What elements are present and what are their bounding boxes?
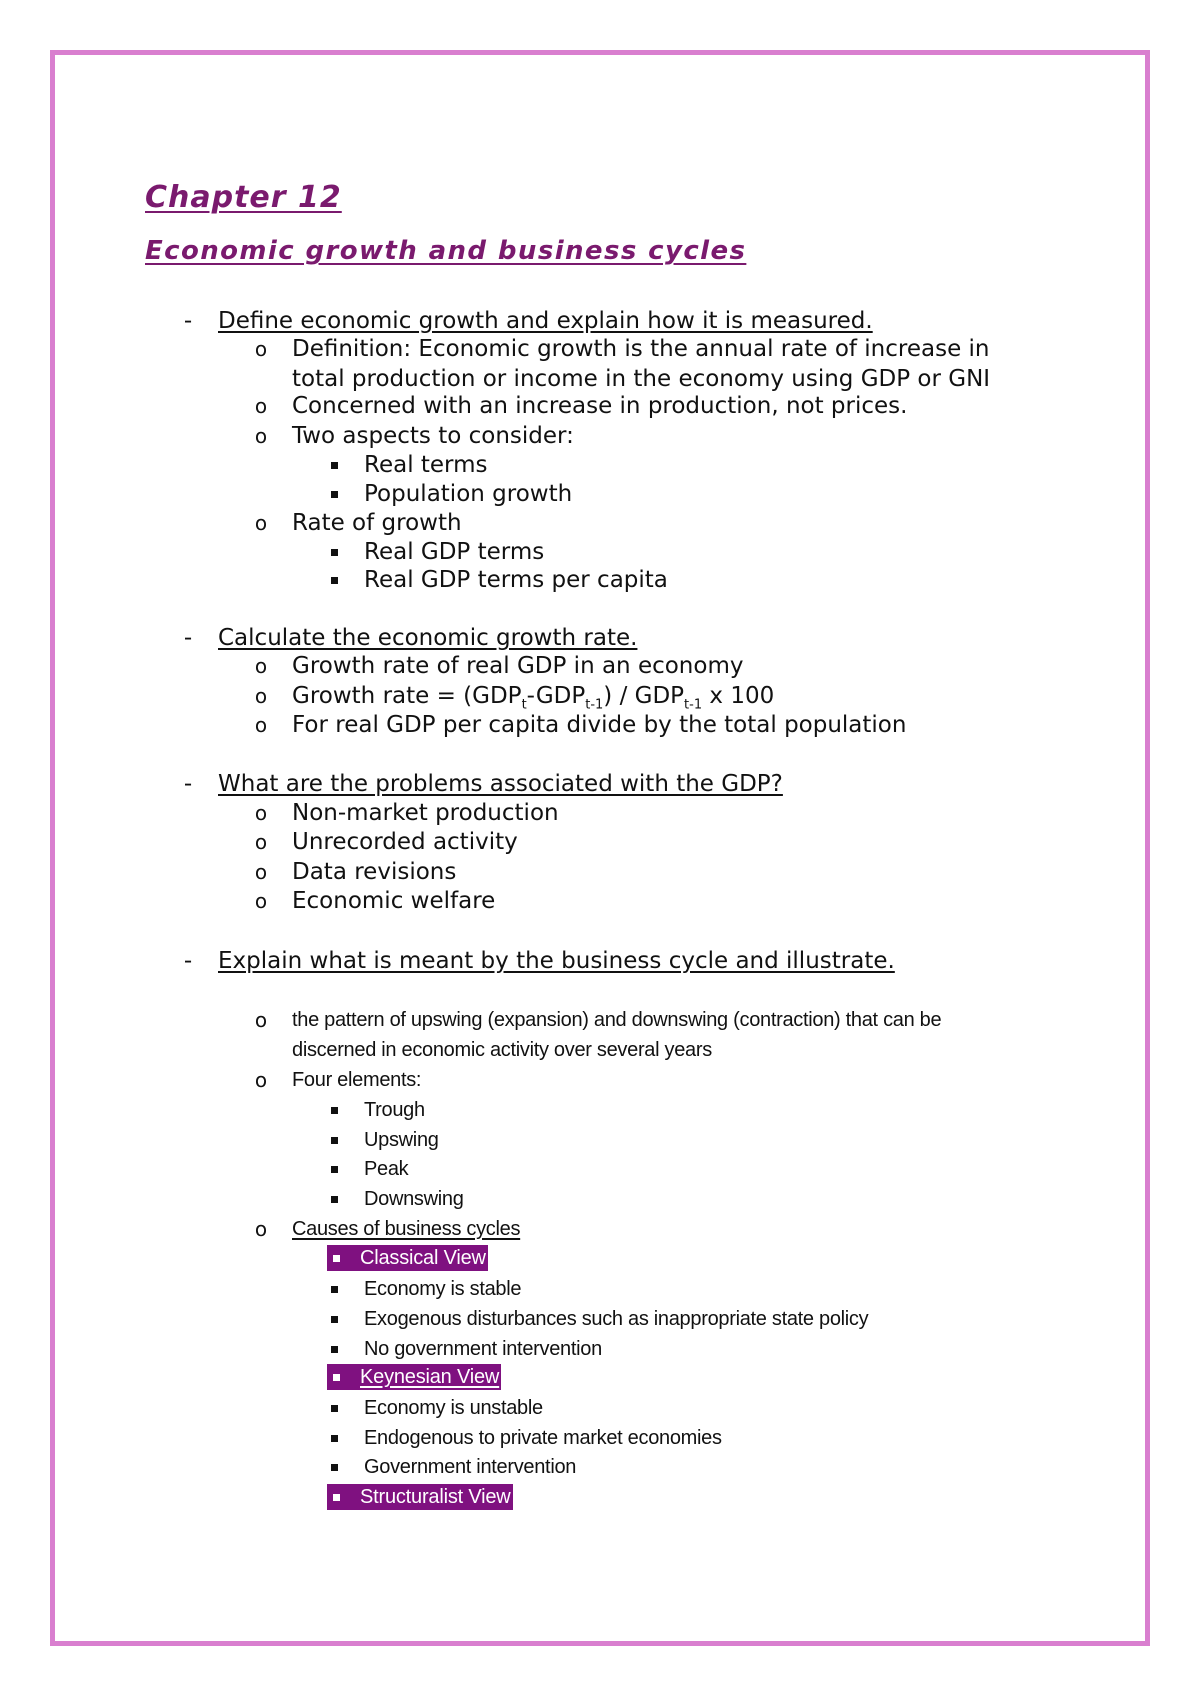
circle-bullet: o (254, 337, 268, 361)
square-bullet (324, 1305, 344, 1333)
list-item: Real GDP terms per capita (364, 567, 668, 593)
square-bullet (324, 451, 344, 479)
list-item: total production or income in the economy using GDP or GNI (292, 366, 991, 392)
section-heading: Define economic growth and explain how it is measured. (218, 308, 873, 334)
square-bullet (324, 1453, 344, 1481)
list-item: Causes of business cycles (292, 1218, 521, 1240)
circle-bullet: o (254, 394, 268, 418)
list-item: Unrecorded activity (292, 829, 518, 855)
list-item: Upswing (364, 1129, 439, 1151)
circle-bullet: o (254, 1217, 268, 1241)
list-item: Two aspects to consider: (292, 423, 574, 449)
square-bullet (324, 1275, 344, 1303)
square-bullet (324, 480, 344, 508)
circle-bullet: o (254, 424, 268, 448)
circle-bullet: o (254, 511, 268, 535)
square-bullet (324, 1424, 344, 1452)
list-item: Peak (364, 1158, 409, 1180)
list-item: Economy is stable (364, 1278, 522, 1300)
list-item: Government intervention (364, 1456, 577, 1478)
list-item: Economic welfare (292, 888, 496, 914)
section-heading: What are the problems associated with the GDP? (218, 771, 783, 797)
section-heading: Explain what is meant by the business cycle and illustrate. (218, 948, 895, 974)
list-item: No government intervention (364, 1338, 602, 1360)
list-item: Economy is unstable (364, 1397, 543, 1419)
list-item: Data revisions (292, 859, 457, 885)
highlighted-heading: Structuralist View (327, 1484, 513, 1510)
square-bullet (324, 538, 344, 566)
list-item: Growth rate of real GDP in an economy (292, 653, 744, 679)
square-bullet (324, 1155, 344, 1183)
highlighted-heading: Classical View (327, 1245, 488, 1271)
list-item: the pattern of upswing (expansion) and downswing (contraction) that can be (292, 1009, 942, 1031)
square-bullet (324, 1185, 344, 1213)
list-item: Population growth (364, 481, 573, 507)
list-item: Rate of growth (292, 510, 462, 536)
circle-bullet: o (254, 860, 268, 884)
square-bullet (324, 566, 344, 594)
circle-bullet: o (254, 1068, 268, 1092)
square-bullet (324, 1394, 344, 1422)
section-heading: Calculate the economic growth rate. (218, 625, 638, 651)
circle-bullet: o (254, 713, 268, 737)
list-item: Four elements: (292, 1069, 422, 1091)
list-item: Definition: Economic growth is the annual rate of increase in (292, 336, 990, 362)
circle-bullet: o (254, 801, 268, 825)
dash-bullet: - (183, 308, 193, 334)
square-bullet (324, 1335, 344, 1363)
circle-bullet: o (254, 889, 268, 913)
list-item: Exogenous disturbances such as inappropriate state policy (364, 1308, 869, 1330)
growth-rate-formula: Growth rate = $(GDP_t-GDP_{t-1}) / GDP_{t-1}$ x 100 (292, 683, 775, 713)
circle-bullet: o (254, 1008, 268, 1032)
list-item: For real GDP per capita divide by the total population (292, 712, 907, 738)
list-item: Concerned with an increase in production, not prices. (292, 393, 908, 419)
list-item: Real GDP terms (364, 539, 545, 565)
chapter-subtitle: Economic growth and business cycles (145, 236, 747, 266)
dash-bullet: - (183, 771, 193, 797)
highlighted-heading: Keynesian View (327, 1364, 501, 1390)
dash-bullet: - (183, 625, 193, 651)
list-item: Endogenous to private market economies (364, 1427, 722, 1449)
square-bullet (324, 1126, 344, 1154)
circle-bullet: o (254, 684, 268, 708)
square-bullet (324, 1096, 344, 1124)
dash-bullet: - (183, 948, 193, 974)
list-item: discerned in economic activity over several years (292, 1039, 712, 1061)
list-item: Downswing (364, 1188, 464, 1210)
list-item: Trough (364, 1099, 425, 1121)
circle-bullet: o (254, 830, 268, 854)
chapter-title: Chapter 12 (145, 180, 342, 215)
list-item: Real terms (364, 452, 488, 478)
circle-bullet: o (254, 654, 268, 678)
list-item: Non-market production (292, 800, 559, 826)
